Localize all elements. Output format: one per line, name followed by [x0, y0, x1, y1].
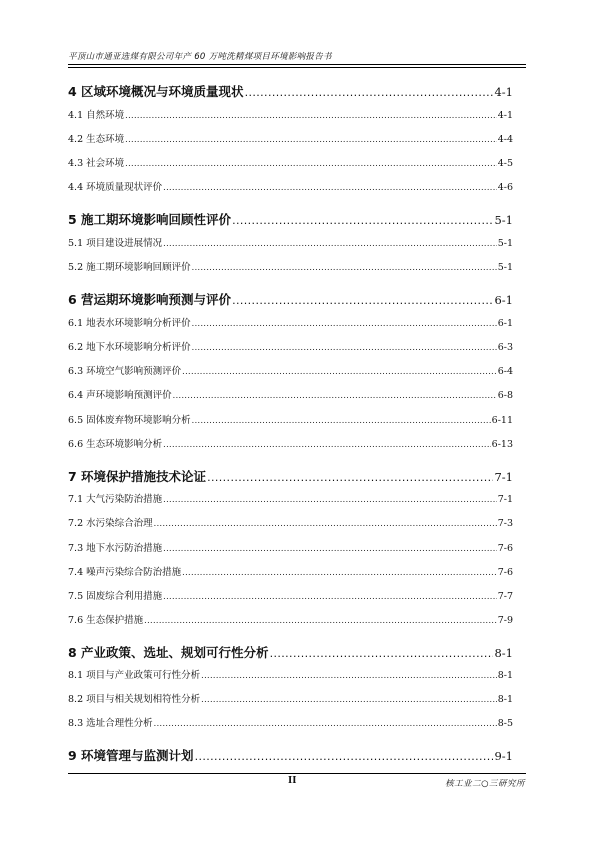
toc-entry-page: 7-7	[497, 591, 513, 602]
toc-section-entry	[68, 491, 513, 505]
toc-chapter-entry	[68, 467, 513, 485]
toc-entry-page: 7-9	[497, 615, 513, 626]
toc-dot-leader	[125, 159, 497, 168]
toc-chapter-entry	[68, 82, 513, 100]
toc-entry-page: 8-1	[497, 670, 513, 681]
toc-entry-title: 4.4 环境质量现状评价	[68, 182, 163, 193]
toc-dot-leader	[182, 568, 497, 577]
toc-dot-leader	[232, 214, 493, 227]
toc-entry-title: 7.5 固废综合利用措施	[68, 591, 163, 602]
toc-entry-title: 7.4 噪声污染综合防治措施	[68, 567, 182, 578]
toc-entry-page: 6-4	[497, 366, 513, 377]
toc-entry-page: 4-5	[497, 158, 513, 169]
toc-chapter-entry	[68, 643, 513, 661]
toc-entry-title: 4.3 社会环境	[68, 158, 125, 169]
running-header: 平顶山市通亚选煤有限公司年产 60 万吨洗精煤项目环境影响报告书	[68, 52, 332, 62]
toc-dot-leader	[144, 616, 497, 625]
toc-entry-title: 6.2 地下水环境影响分析评价	[68, 342, 191, 353]
toc-entry-title: 8.2 项目与相关规划相符性分析	[68, 694, 201, 705]
toc-entry-title: 6 营运期环境影响预测与评价	[68, 292, 232, 307]
toc-section-entry	[68, 179, 513, 193]
toc-entry-page: 7-1	[494, 470, 513, 484]
toc-dot-leader	[163, 183, 497, 192]
toc-entry-title: 7.6 生态保护措施	[68, 615, 144, 626]
toc-dot-leader	[192, 319, 497, 328]
toc-entry-title: 8.3 选址合理性分析	[68, 718, 153, 729]
toc-section-entry	[68, 715, 513, 729]
toc-section-entry	[68, 691, 513, 705]
toc-dot-leader	[201, 695, 497, 704]
header-rule	[68, 64, 526, 68]
toc-section-entry	[68, 588, 513, 602]
toc-entry-page: 6-1	[497, 318, 513, 329]
toc-entry-page: 6-8	[497, 390, 513, 401]
toc-entry-title: 7.2 水污染综合治理	[68, 518, 153, 529]
toc-entry-page: 8-1	[494, 646, 513, 660]
toc-dot-leader	[270, 647, 494, 660]
toc-dot-leader	[163, 592, 497, 601]
toc-dot-leader	[195, 750, 494, 763]
toc-entry-page: 6-1	[494, 293, 513, 307]
toc-entry-page: 6-13	[491, 439, 513, 450]
toc-entry-page: 4-4	[497, 134, 513, 145]
toc-entry-title: 6.5 固体废弃物环境影响分析	[68, 415, 191, 426]
toc-section-entry	[68, 436, 513, 450]
toc-dot-leader	[163, 239, 497, 248]
toc-entry-title: 8.1 项目与产业政策可行性分析	[68, 670, 201, 681]
toc-entry-page: 6-3	[497, 342, 513, 353]
toc-entry-page: 7-6	[497, 543, 513, 554]
toc-section-entry	[68, 259, 513, 273]
toc-section-entry	[68, 612, 513, 626]
toc-section-entry	[68, 412, 513, 426]
toc-dot-leader	[163, 495, 497, 504]
toc-entry-title: 7.1 大气污染防治措施	[68, 494, 163, 505]
toc-entry-page: 8-1	[497, 694, 513, 705]
footer-organization: 核工业二○三研究所	[445, 779, 525, 789]
toc-entry-title: 4.2 生态环境	[68, 134, 125, 145]
toc-entry-page: 7-3	[497, 518, 513, 529]
toc-entry-title: 6.1 地表水环境影响分析评价	[68, 318, 191, 329]
toc-dot-leader	[154, 519, 497, 528]
toc-entry-title: 6.3 环境空气影响预测评价	[68, 366, 182, 377]
toc-entry-title: 6.4 声环境影响预测评价	[68, 390, 172, 401]
toc-entry-title: 9 环境管理与监测计划	[68, 748, 194, 763]
toc-dot-leader	[154, 719, 497, 728]
toc-entry-page: 8-5	[497, 718, 513, 729]
toc-section-entry	[68, 315, 513, 329]
toc-dot-leader	[125, 135, 497, 144]
toc-section-entry	[68, 235, 513, 249]
toc-dot-leader	[245, 86, 494, 99]
toc-dot-leader	[192, 263, 497, 272]
toc-section-entry	[68, 363, 513, 377]
toc-entry-title: 7.3 地下水污防治措施	[68, 543, 163, 554]
toc-entry-page: 6-11	[491, 415, 513, 426]
toc-dot-leader	[192, 416, 491, 425]
toc-section-entry	[68, 131, 513, 145]
toc-section-entry	[68, 155, 513, 169]
toc-entry-page: 5-1	[494, 213, 513, 227]
toc-entry-page: 4-6	[497, 182, 513, 193]
toc-section-entry	[68, 107, 513, 121]
toc-chapter-entry	[68, 746, 513, 764]
toc-section-entry	[68, 540, 513, 554]
toc-dot-leader	[173, 391, 497, 400]
toc-section-entry	[68, 387, 513, 401]
page-number: II	[288, 776, 297, 786]
toc-chapter-entry	[68, 210, 513, 228]
footer-rule	[68, 773, 526, 774]
toc-dot-leader	[207, 471, 493, 484]
toc-chapter-entry	[68, 290, 513, 308]
toc-entry-page: 7-1	[497, 494, 513, 505]
toc-entry-title: 5 施工期环境影响回顾性评价	[68, 212, 232, 227]
toc-entry-title: 4 区域环境概况与环境质量现状	[68, 84, 244, 99]
toc-entry-page: 4-1	[494, 85, 513, 99]
toc-entry-title: 8 产业政策、选址、规划可行性分析	[68, 645, 269, 660]
toc-entry-page: 7-6	[497, 567, 513, 578]
toc-dot-leader	[192, 343, 497, 352]
toc-section-entry	[68, 564, 513, 578]
toc-entry-page: 5-1	[497, 262, 513, 273]
toc-dot-leader	[232, 294, 493, 307]
toc-entry-title: 5.1 项目建设进展情况	[68, 238, 163, 249]
toc-section-entry	[68, 515, 513, 529]
toc-dot-leader	[182, 367, 497, 376]
toc-section-entry	[68, 339, 513, 353]
toc-entry-title: 6.6 生态环境影响分析	[68, 439, 163, 450]
toc-dot-leader	[201, 671, 497, 680]
toc-dot-leader	[125, 111, 497, 120]
toc-entry-title: 4.1 自然环境	[68, 110, 125, 121]
toc-section-entry	[68, 667, 513, 681]
toc-dot-leader	[163, 440, 491, 449]
toc-entry-page: 9-1	[494, 749, 513, 763]
toc-entry-page: 4-1	[497, 110, 513, 121]
toc-entry-title: 5.2 施工期环境影响回顾评价	[68, 262, 191, 273]
toc-entry-page: 5-1	[497, 238, 513, 249]
toc-dot-leader	[163, 544, 497, 553]
toc-entry-title: 7 环境保护措施技术论证	[68, 469, 207, 484]
